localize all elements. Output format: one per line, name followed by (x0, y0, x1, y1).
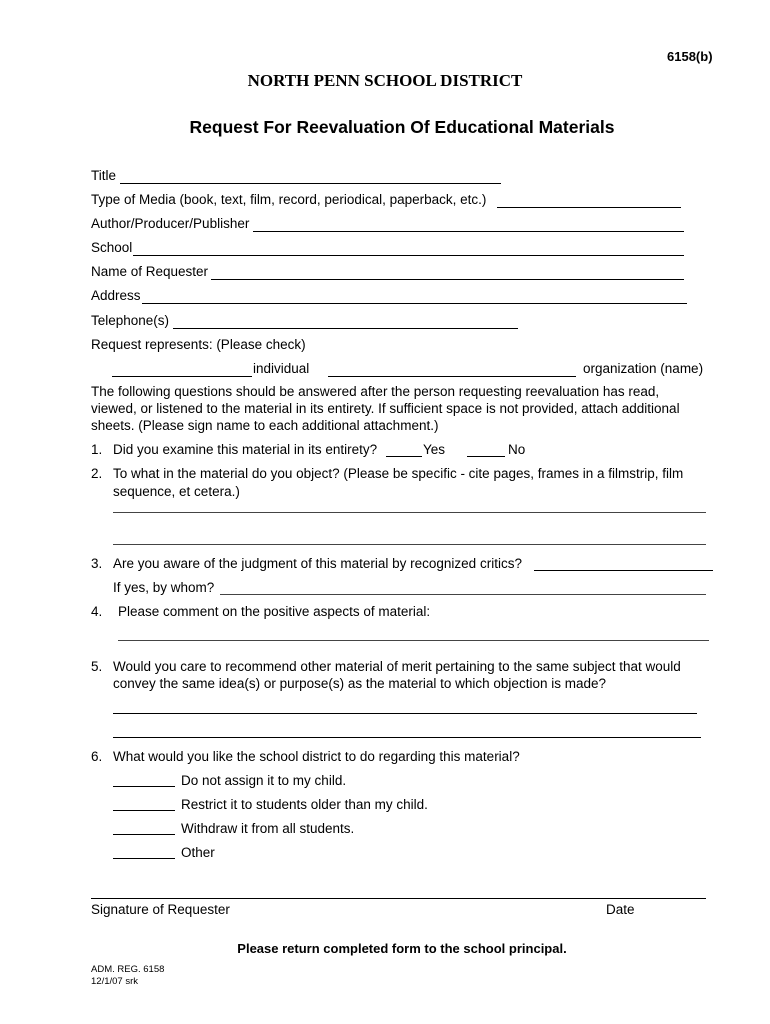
q6-option-1-blank[interactable] (113, 786, 175, 787)
q6-option-3-blank[interactable] (113, 834, 175, 835)
q5-line-2: convey the same idea(s) or purpose(s) as the material to which objection is made? (113, 676, 606, 691)
q4-answer-line[interactable] (118, 640, 709, 641)
q1-no-label: No (508, 442, 526, 457)
intro-line-3: sheets. (Please sign name to each additional attachment.) (91, 418, 439, 433)
q3-answer-field[interactable] (534, 570, 713, 571)
q3-followup-field[interactable] (220, 594, 706, 595)
individual-check[interactable] (112, 376, 252, 377)
q2-answer-line-2[interactable] (113, 544, 706, 545)
telephone-field[interactable] (173, 328, 518, 329)
return-note: Please return completed form to the school principal. (237, 941, 567, 956)
q3-text: Are you aware of the judgment of this material by recognized critics? (113, 556, 522, 571)
q6-option-1-label: Do not assign it to my child. (181, 773, 347, 788)
q1-yes-label: Yes (423, 442, 446, 457)
title-field[interactable] (120, 183, 501, 184)
represents-label: Request represents: (Please check) (91, 337, 306, 352)
q2-number: 2. (91, 466, 103, 481)
q6-option-4-blank[interactable] (113, 858, 175, 859)
q5-number: 5. (91, 659, 103, 674)
q2-line-1: To what in the material do you object? (Please be specific - cite pages, frames in a filmstrip, film (113, 466, 684, 481)
q3-followup: If yes, by whom? (113, 580, 215, 595)
label-school: School (91, 240, 133, 255)
q6-option-4-label: Other (181, 845, 215, 860)
media-field[interactable] (497, 207, 681, 208)
label-title: Title (91, 168, 117, 183)
organization-label: organization (name) (583, 361, 704, 376)
footer-reg: ADM. REG. 6158 (91, 964, 165, 975)
label-media: Type of Media (book, text, film, record, periodical, paperback, etc.) (91, 192, 487, 207)
district-name: NORTH PENN SCHOOL DISTRICT (247, 71, 523, 90)
footer-date: 12/1/07 srk (91, 976, 138, 987)
signature-line[interactable] (91, 898, 706, 899)
q5-answer-line-2[interactable] (113, 737, 701, 738)
q6-number: 6. (91, 749, 103, 764)
q6-option-2-blank[interactable] (113, 810, 175, 811)
q4-number: 4. (91, 604, 103, 619)
q1-number: 1. (91, 442, 103, 457)
intro-line-2: viewed, or listened to the material in its entirety. If sufficient space is not provided, attach additional (91, 401, 680, 416)
q6-option-2-label: Restrict it to students older than my child. (181, 797, 428, 812)
q1-text: Did you examine this material in its entirety? (113, 442, 378, 457)
signature-label: Signature of Requester (91, 902, 230, 917)
organization-field[interactable] (328, 376, 576, 377)
individual-label: individual (253, 361, 310, 376)
intro-line-1: The following questions should be answered after the person requesting reevaluation has read, (91, 384, 660, 399)
requester-field[interactable] (211, 279, 684, 280)
label-author: Author/Producer/Publisher (91, 216, 250, 231)
q6-text: What would you like the school district to do regarding this material? (113, 749, 520, 764)
q3-number: 3. (91, 556, 103, 571)
q4-text: Please comment on the positive aspects of material: (118, 604, 431, 619)
school-field[interactable] (133, 255, 684, 256)
q2-answer-line-1[interactable] (113, 512, 706, 513)
q5-answer-line-1[interactable] (113, 713, 697, 714)
label-telephone: Telephone(s) (91, 313, 170, 328)
label-requester: Name of Requester (91, 264, 209, 279)
author-field[interactable] (253, 231, 684, 232)
document-code: 6158(b) (667, 49, 713, 64)
q1-yes-blank[interactable] (386, 456, 422, 457)
q2-line-2: sequence, et cetera.) (113, 484, 240, 499)
q1-no-blank[interactable] (467, 456, 505, 457)
q5-line-1: Would you care to recommend other material of merit pertaining to the same subject that would (113, 659, 681, 674)
form-title: Request For Reevaluation Of Educational Materials (189, 117, 615, 137)
label-address: Address (91, 288, 141, 303)
date-label: Date (606, 902, 635, 917)
q6-option-3-label: Withdraw it from all students. (181, 821, 355, 836)
address-field[interactable] (142, 303, 687, 304)
